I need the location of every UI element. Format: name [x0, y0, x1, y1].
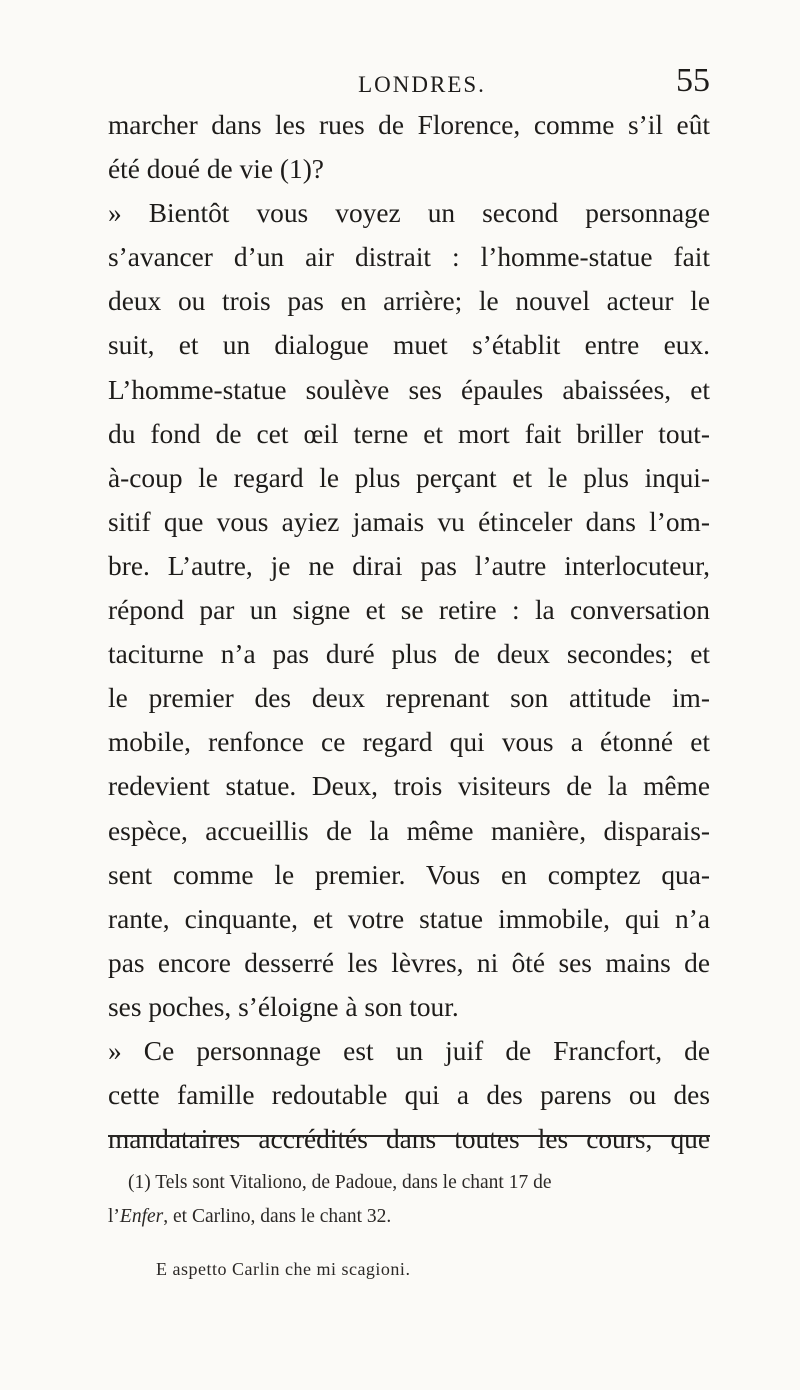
text-line: le premier des deux reprenant son attitude im- [108, 683, 710, 714]
text-line: sitif que vous ayiez jamais vu étinceler dans l’om- [108, 506, 710, 537]
running-head: LONDRES. [358, 72, 486, 97]
footnotes [108, 1166, 710, 1286]
text-line: été doué de vie (1)? [108, 154, 324, 185]
text-line: L’homme-statue soulève ses épaules abaissées, et [108, 374, 710, 405]
text-line: mandataires accrédités dans toutes les cours, que [108, 1124, 710, 1155]
text-line: marcher dans les rues de Florence, comme s’il eût [108, 110, 710, 140]
footnote-divider [108, 1135, 710, 1137]
body-text [108, 103, 710, 1161]
text-line: ses poches, s’éloigne à son tour. [108, 991, 459, 1022]
text-line: cette famille redoutable qui a des parens ou des [108, 1080, 710, 1111]
text-line: » Bientôt vous voyez un second personnage [108, 198, 710, 229]
text-line: bre. L’autre, je ne dirai pas l’autre interlocuteur, [108, 550, 710, 581]
footnote-text: , et Carlino, dans le chant 32. [163, 1206, 392, 1227]
footnote-quote: E aspetto Carlin che mi scagioni. [156, 1259, 411, 1279]
text-line: du fond de cet œil terne et mort fait briller tout- [108, 418, 710, 449]
text-line: pas encore desserré les lèvres, ni ôté ses mains de [108, 947, 710, 978]
text-line: s’avancer d’un air distrait : l’homme-statue fait [108, 242, 710, 273]
text-line: taciturne n’a pas duré plus de deux secondes; et [108, 639, 710, 670]
footnote-line [108, 1200, 710, 1234]
text-line: sent comme le premier. Vous en comptez qua- [108, 859, 710, 890]
text-line: suit, et un dialogue muet s’établit entre eux. [108, 330, 710, 361]
footnote-italic-title: Enfer [119, 1206, 164, 1227]
text-line: deux ou trois pas en arrière; le nouvel acteur le [108, 286, 710, 317]
text-line: répond par un signe et se retire : la conversation [108, 595, 710, 626]
footnote-text: l’ [108, 1206, 120, 1227]
text-line: à-coup le regard le plus perçant et le plus inqui- [108, 462, 710, 493]
text-line: » Ce personnage est un juif de Francfort, de [108, 1035, 710, 1066]
page-number: 55 [676, 62, 710, 99]
text-line: espèce, accueillis de la même manière, disparais- [108, 815, 710, 846]
footnote-line: (1) Tels sont Vitaliono, de Padoue, dans le chant 17 de [128, 1172, 552, 1193]
text-line: rante, cinquante, et votre statue immobile, qui n’a [108, 903, 710, 934]
text-line: redevient statue. Deux, trois visiteurs de la même [108, 771, 710, 802]
text-line: mobile, renfonce ce regard qui vous a étonné et [108, 727, 710, 758]
